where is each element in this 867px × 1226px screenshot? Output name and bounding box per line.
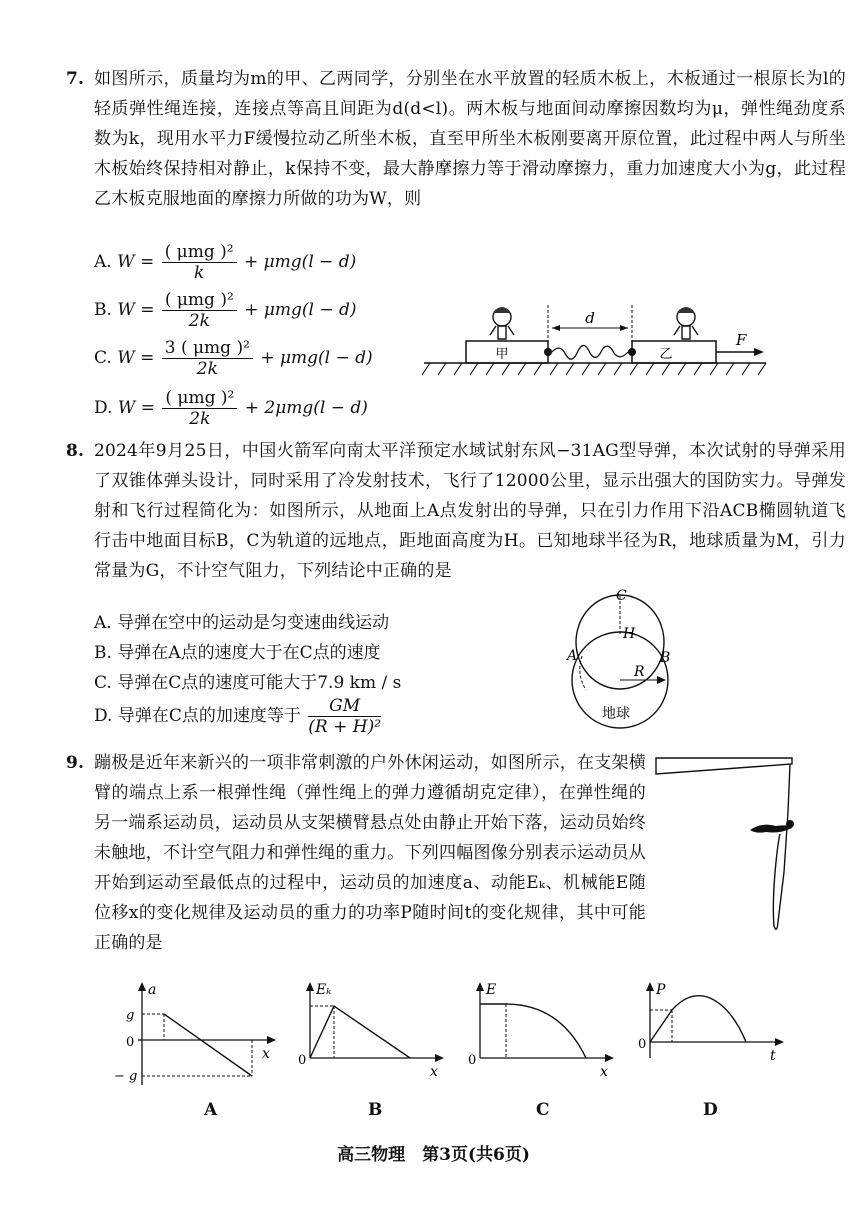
y-label: E <box>486 982 497 998</box>
curve <box>164 1014 252 1076</box>
option-c: C. W = $\frac{\text{3 ( μmg )²}}{2k}$ + μmg(l − d) <box>94 338 373 379</box>
label-c: C <box>616 588 627 604</box>
orbit-ellipse <box>576 595 664 689</box>
question-text: 2024年9月25日，中国火箭军向南太平洋预定水域试射东风−31AG型导弹，本次试射的导弹采用了双锥体弹头设计，同时采用了冷发射技术，飞行了12000公里，显示出强大的国防实力。导弹发射和飞行过程简化为：如图所示，从地面上A点发射出的导弹，只在引力作用下沿ACB椭圆轨道飞行击中地面目标B，C为轨道的远地点，距地面高度为H。已知地球半径为R，地球质量为M，引力常量为G，不计空气阻力，下列结论中正确的是 <box>94 441 846 581</box>
force-label: F <box>736 331 747 349</box>
q7-figure <box>420 295 770 385</box>
distance-label: d <box>585 309 595 327</box>
option-d: D. W = $\frac{\text{( μmg )²}}{2k}$ + 2μmg(l − d) <box>94 388 368 429</box>
curve <box>650 996 746 1042</box>
graph-c <box>460 980 620 1090</box>
y-label: P <box>656 982 666 998</box>
label-r: R <box>634 664 645 680</box>
fraction: $\frac{\text{( μmg )²}}{2k}$ <box>162 290 237 331</box>
board-left-label: 甲 <box>495 347 509 362</box>
tick-0: 0 <box>298 1053 307 1068</box>
question-number: 8. <box>66 441 85 461</box>
graph-a <box>112 980 282 1090</box>
label-b: B <box>660 650 671 666</box>
board-right <box>632 341 716 363</box>
curve <box>310 1006 410 1058</box>
person-left-icon <box>490 307 514 339</box>
fraction: $\frac{\text{3 ( μmg )²}}{2k}$ <box>162 338 253 379</box>
option-c: C. 导弹在C点的速度可能大于7.9 km / s <box>94 673 402 693</box>
tick-0: 0 <box>126 1035 135 1050</box>
graph-b <box>290 980 450 1090</box>
option-a: A. W = $\frac{\text{( μmg )²}}{k}$ + μmg(l − d) <box>94 242 357 283</box>
option-b: B. 导弹在A点的速度大于在C点的速度 <box>94 643 381 663</box>
option-a: A. 导弹在空中的运动是匀变速曲线运动 <box>94 613 390 633</box>
person-right-icon <box>674 307 698 339</box>
board-right-label: 乙 <box>659 347 673 362</box>
fraction: $\frac{\text{( μmg )²}}{k}$ <box>162 242 237 283</box>
question-8 <box>66 436 846 586</box>
tick-g: g <box>126 1008 135 1023</box>
elastic-rope <box>552 345 628 359</box>
y-label: Eₖ <box>316 982 332 998</box>
tick-0: 0 <box>468 1053 477 1068</box>
graph-label-c: C <box>536 1100 550 1120</box>
fraction: $\frac{\text{( μmg )²}}{2k}$ <box>162 388 237 429</box>
x-label: x <box>262 1046 270 1062</box>
question-7 <box>66 64 846 214</box>
x-label: x <box>600 1064 608 1080</box>
question-number: 7. <box>66 69 85 89</box>
y-label: a <box>148 982 157 998</box>
graph-d <box>630 980 790 1090</box>
fraction: $\frac{GM}{\text{(R + H)²}}$ <box>308 696 382 737</box>
tick-neg-g: − g <box>114 1069 138 1084</box>
bungee-figure <box>650 752 810 942</box>
graph-label-d: D <box>703 1100 718 1120</box>
page-footer: 高三物理 第3页(共6页) <box>337 1145 530 1165</box>
option-d: D. 导弹在C点的加速度等于 $\frac{GM}{\text{(R + H)²}}$ <box>94 696 382 737</box>
label-h: H <box>623 626 636 642</box>
q8-figure <box>560 586 690 734</box>
question-text: 蹦极是近年来新兴的一项非常刺激的户外休闲运动，如图所示，在支架横臂的端点上系一根弹性绳（弹性绳上的弹力遵循胡克定律），在弹性绳的另一端系运动员，运动员从支架横臂悬点处由静止开始下落，运动员始终未触地，不计空气阻力和弹性绳的重力。下列四幅图像分别表示运动员从开始到运动至最低点的过程中，运动员的加速度a、动能Eₖ、机械能E随位移x的变化规律及运动员的重力的功率P随时间t的变化规律，其中可能正确的是 <box>94 753 646 953</box>
label-a: A <box>567 648 578 664</box>
question-number: 9. <box>66 753 85 773</box>
graph-label-a: A <box>204 1100 218 1120</box>
label-earth: 地球 <box>602 706 630 722</box>
question-9 <box>66 748 646 958</box>
tick-0: 0 <box>638 1037 647 1052</box>
graph-label-b: B <box>368 1100 383 1120</box>
x-label: x <box>430 1064 438 1080</box>
option-b: B. W = $\frac{\text{( μmg )²}}{2k}$ + μmg(l − d) <box>94 290 357 331</box>
curve <box>480 1004 586 1058</box>
x-label: t <box>770 1048 776 1064</box>
question-text: 如图所示，质量均为m的甲、乙两同学，分别坐在水平放置的轻质木板上，木板通过一根原长为l的轻质弹性绳连接，连接点等高且间距为d(d<l)。两木板与地面间动摩擦因数均为μ，弹性绳劲度系数为k，现用水平力F缓慢拉动乙所坐木板，直至甲所坐木板刚要离开原位置，此过程中两人与所坐木板始终保持相对静止，k保持不变，最大静摩擦力等于滑动摩擦力，重力加速度大小为g，此过程乙木板克服地面的摩擦力所做的功为W，则 <box>94 69 846 209</box>
